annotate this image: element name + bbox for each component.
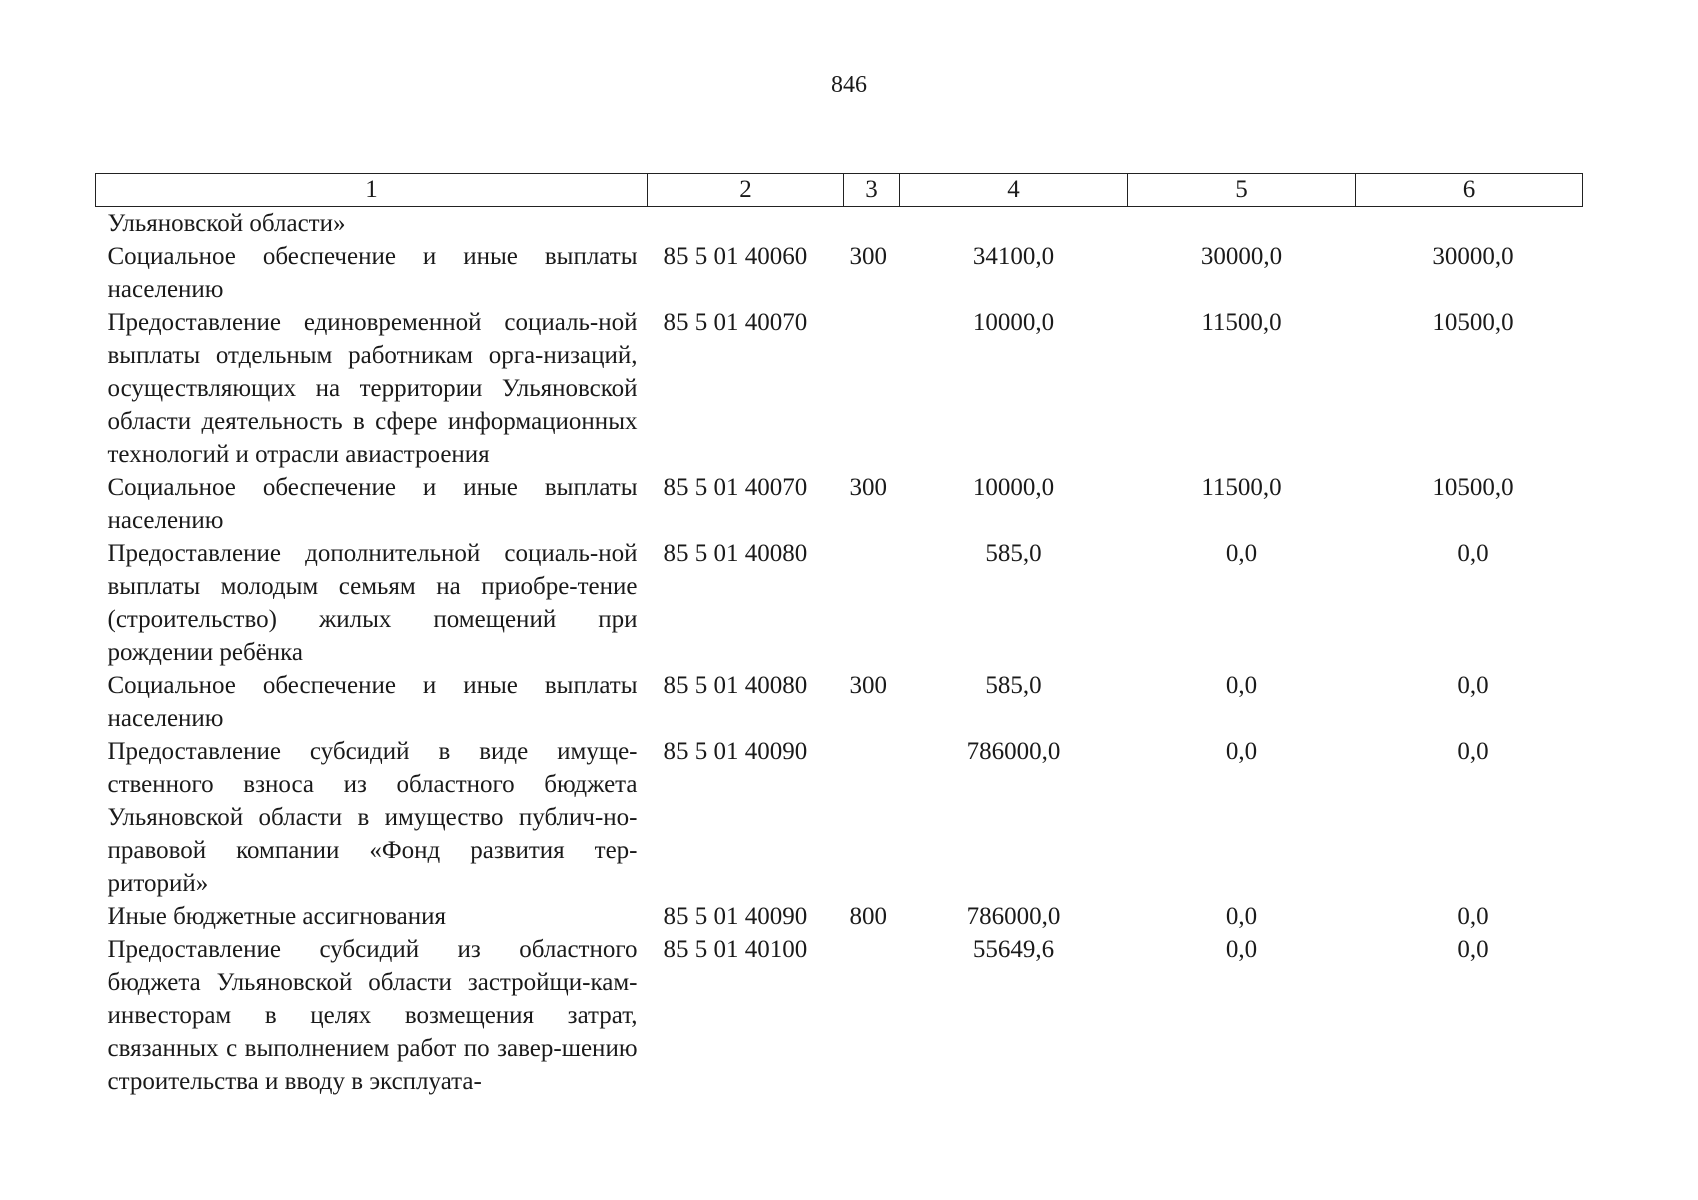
row-code <box>648 207 844 241</box>
row-kind <box>844 933 900 1098</box>
row-kind: 300 <box>849 243 887 270</box>
row-code: 85 5 01 40090 <box>663 738 808 765</box>
row-name: Предоставление дополнительной социаль-ной выплаты молодым семьям на приобре-тение (строительство) жилых помещений при рождении ребёнка <box>107 540 638 666</box>
row-value-4: 34100,0 <box>972 243 1055 270</box>
row-value-4 <box>900 207 1128 241</box>
column-number-header-row <box>96 174 1583 207</box>
row-code: 85 5 01 40080 <box>663 672 808 699</box>
column-header-6: 6 <box>1356 174 1583 207</box>
row-value-4: 786000,0 <box>966 903 1061 930</box>
table-row <box>96 735 1583 900</box>
page-number: 846 <box>831 72 867 98</box>
row-code: 85 5 01 40070 <box>663 309 808 336</box>
column-header-4: 4 <box>900 174 1128 207</box>
row-name: Социальное обеспечение и иные выплаты населению <box>107 243 638 303</box>
column-header-3: 3 <box>844 174 900 207</box>
row-name: Социальное обеспечение и иные выплаты населению <box>107 474 638 534</box>
row-value-6: 10500,0 <box>1432 309 1514 336</box>
table-row <box>96 933 1583 1098</box>
row-code: 85 5 01 40100 <box>663 936 808 963</box>
row-value-4: 10000,0 <box>972 309 1055 336</box>
row-code: 85 5 01 40080 <box>663 540 808 567</box>
row-code: 85 5 01 40090 <box>663 903 808 930</box>
row-value-6: 0,0 <box>1457 903 1489 930</box>
row-kind <box>844 537 900 669</box>
row-kind <box>844 207 900 241</box>
row-value-4: 10000,0 <box>972 474 1055 501</box>
row-value-4: 55649,6 <box>972 936 1055 963</box>
table-row <box>96 471 1583 537</box>
row-value-5: 0,0 <box>1225 738 1258 765</box>
row-value-6: 10500,0 <box>1432 474 1514 501</box>
row-kind: 300 <box>849 672 887 699</box>
row-value-6 <box>1356 207 1583 241</box>
table-row <box>96 306 1583 471</box>
row-name: Иные бюджетные ассигнования <box>107 903 447 930</box>
row-name: Предоставление единовременной социаль-ной выплаты отдельным работникам орга-низаций, осуществляющих на территории Ульяновской области деятельность в сфере информационных технологий и отрасли авиастроения <box>107 309 638 468</box>
row-value-5: 0,0 <box>1225 903 1258 930</box>
row-kind <box>844 306 900 471</box>
row-value-5: 0,0 <box>1225 540 1258 567</box>
table-row <box>96 537 1583 669</box>
row-value-4: 585,0 <box>985 672 1042 699</box>
table-row <box>96 900 1583 933</box>
row-value-6: 30000,0 <box>1432 243 1514 270</box>
column-header-2: 2 <box>648 174 844 207</box>
row-value-6: 0,0 <box>1457 738 1489 765</box>
row-name: Ульяновской области» <box>107 210 346 237</box>
row-value-5: 0,0 <box>1225 936 1258 963</box>
row-value-5 <box>1128 207 1356 241</box>
row-value-6: 0,0 <box>1457 540 1489 567</box>
row-value-6: 0,0 <box>1457 936 1489 963</box>
column-header-5: 5 <box>1128 174 1356 207</box>
budget-table <box>95 173 1583 1098</box>
row-value-5: 30000,0 <box>1200 243 1283 270</box>
row-name: Социальное обеспечение и иные выплаты населению <box>107 672 638 732</box>
row-value-6: 0,0 <box>1457 672 1489 699</box>
row-name: Предоставление субсидий из областного бюджета Ульяновской области застройщи-кам-инвесторам в целях возмещения затрат, связанных с выполнением работ по завер-шению строительства и вводу в эксплуата- <box>107 936 638 1095</box>
table-row <box>96 240 1583 306</box>
row-value-5: 11500,0 <box>1201 474 1282 501</box>
row-value-5: 11500,0 <box>1201 309 1282 336</box>
row-code: 85 5 01 40060 <box>663 243 808 270</box>
row-value-4: 786000,0 <box>966 738 1061 765</box>
row-value-4: 585,0 <box>985 540 1042 567</box>
row-kind <box>844 735 900 900</box>
table-row <box>96 669 1583 735</box>
row-kind: 800 <box>849 903 887 930</box>
row-code: 85 5 01 40070 <box>663 474 808 501</box>
row-value-5: 0,0 <box>1225 672 1258 699</box>
table-row <box>96 207 1583 241</box>
column-header-1: 1 <box>96 174 648 207</box>
row-name: Предоставление субсидий в виде имуще-ственного взноса из областного бюджета Ульяновской области в имущество публич-но-правовой компании «Фонд развития тер-риторий» <box>107 738 638 897</box>
row-kind: 300 <box>849 474 887 501</box>
